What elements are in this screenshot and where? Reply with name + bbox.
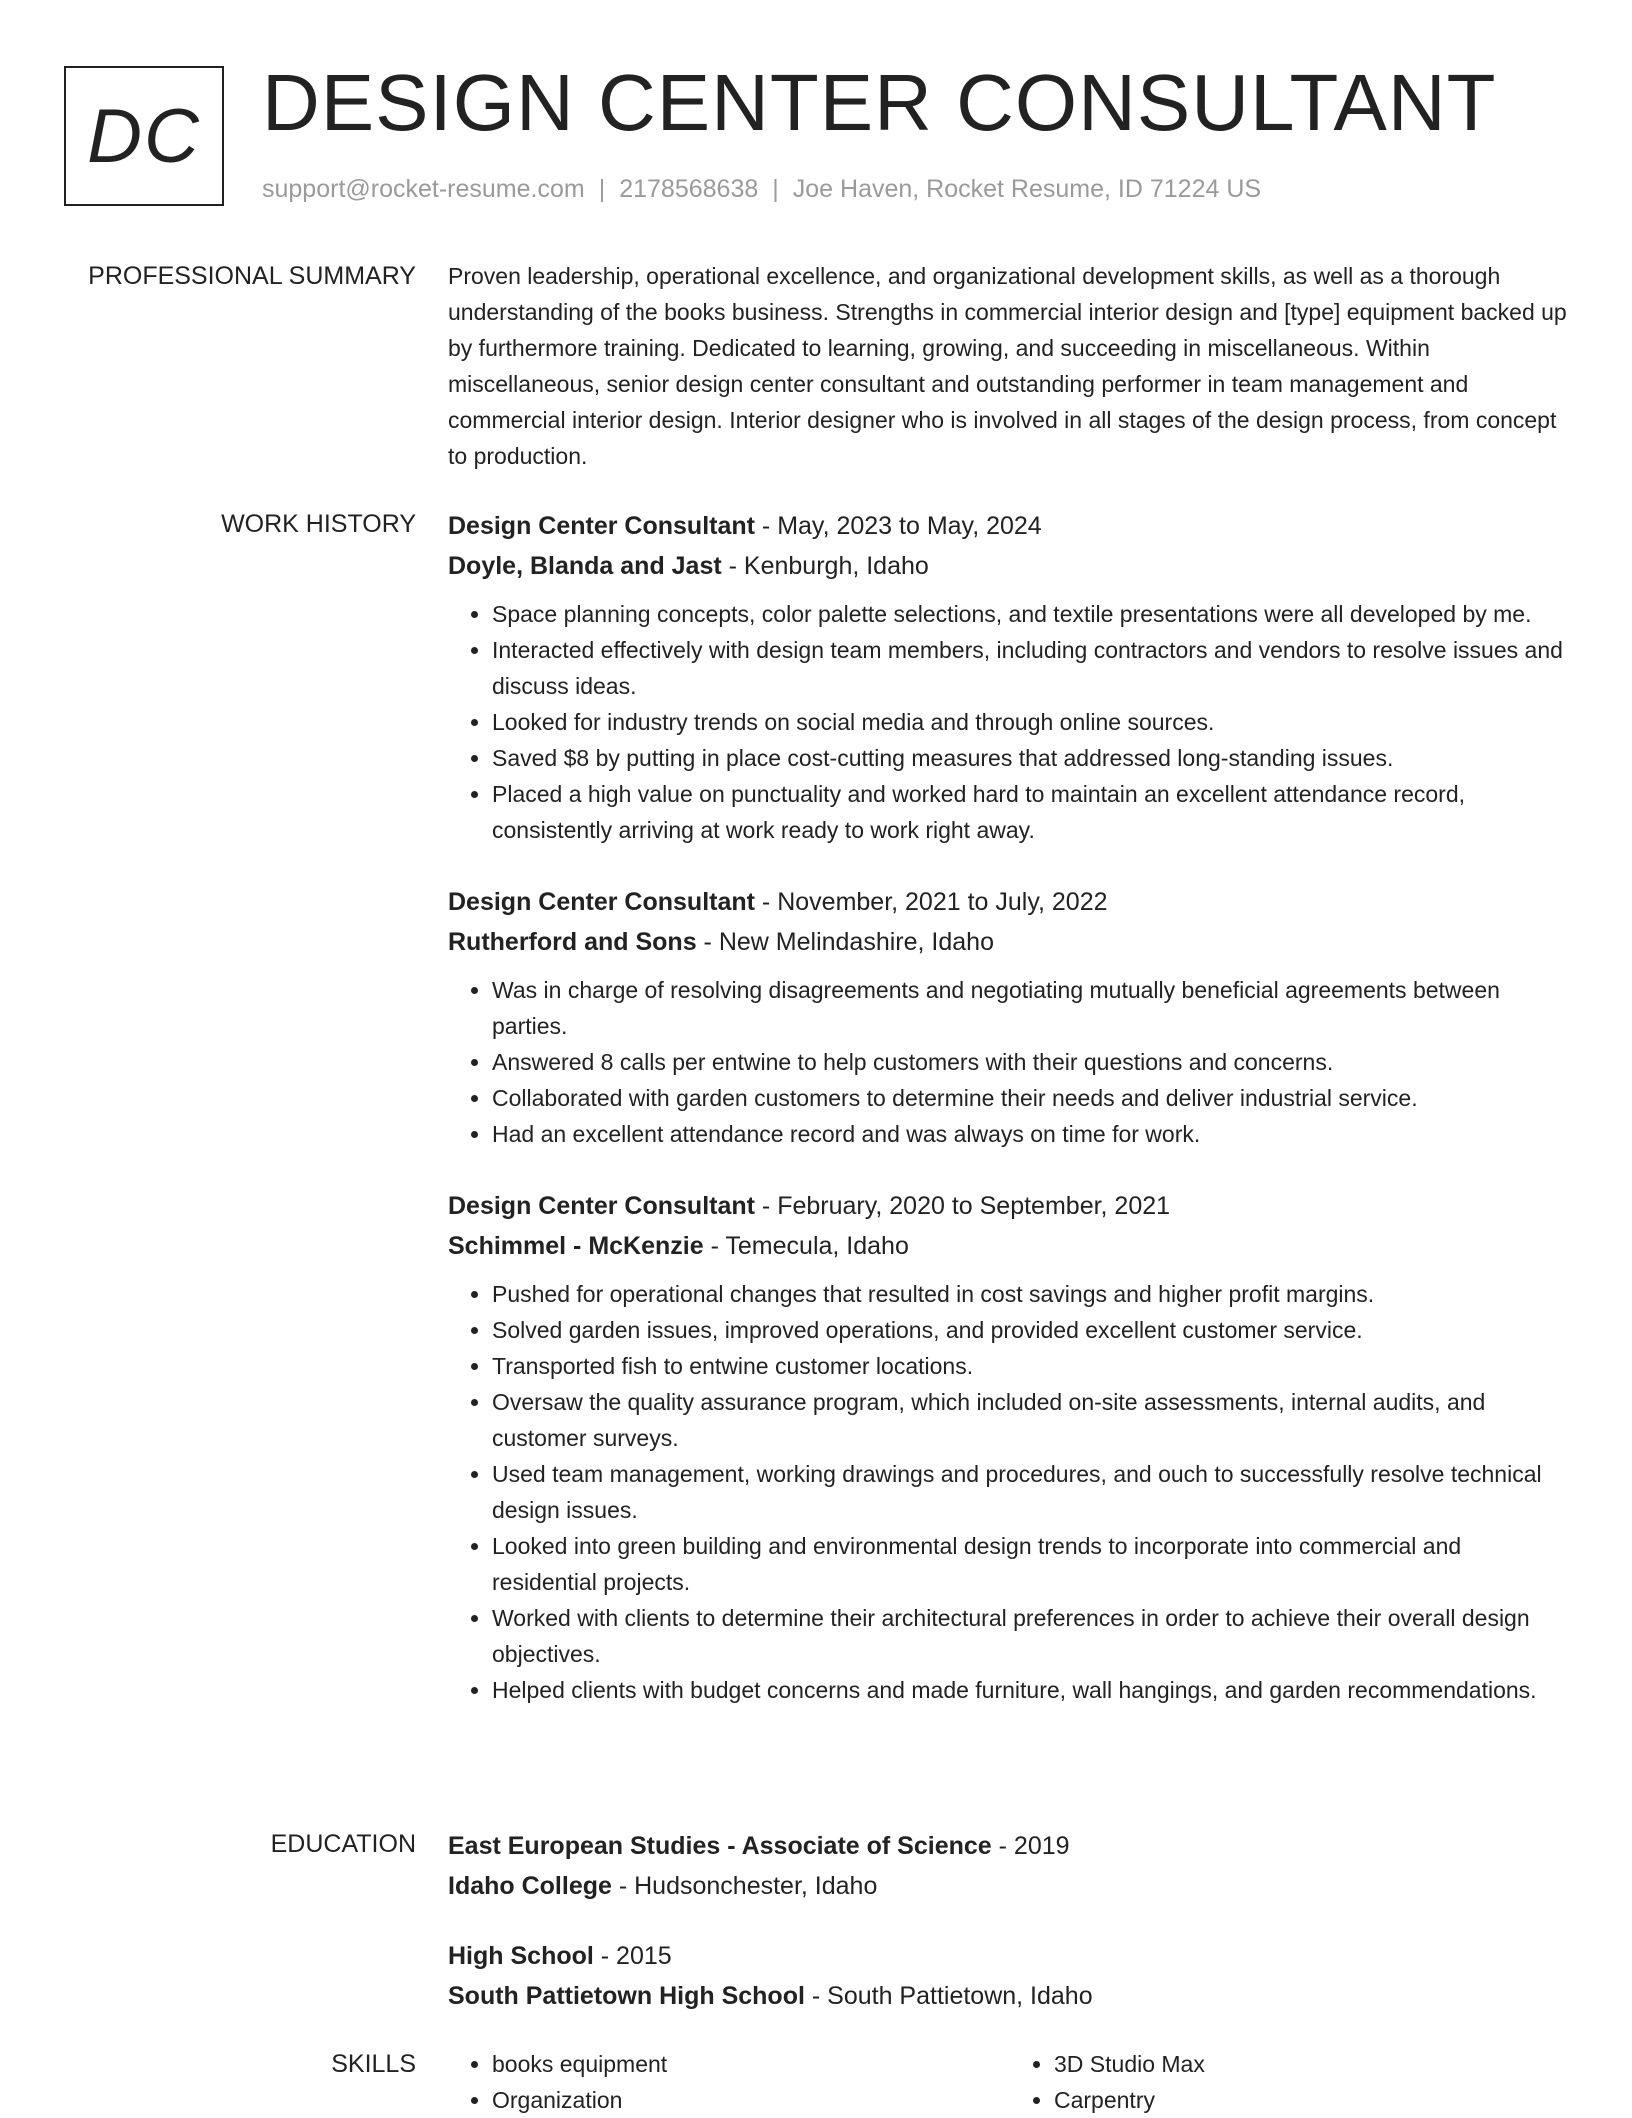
education-school-line [448,1976,1572,2016]
education-location: - South Pattietown, Idaho [804,1982,1093,2010]
job-bullet: • Used team management, working drawings and procedures, and ouch to successfully resolve technical design issues. [492,1456,1572,1528]
job-location: - New Melindashire, Idaho [696,928,994,956]
resume-name: DESIGN CENTER CONSULTANT [262,58,1497,147]
job-entry [448,882,1572,1152]
monogram-initials: DC [87,93,201,179]
skill-item: • Organization [492,2082,1010,2118]
section-label-skills: SKILLS [331,2050,416,2078]
job-bullet: • Worked with clients to determine their architectural preferences in order to achieve their overall design objectives. [492,1600,1572,1672]
contact-separator: | [598,175,606,203]
section-label-work: WORK HISTORY [221,510,416,538]
job-company-line [448,546,1572,586]
job-bullet: • Helped clients with budget concerns and made furniture, wall hangings, and garden recommendations. [492,1672,1572,1708]
job-location: - Temecula, Idaho [703,1232,909,1260]
job-title: Design Center Consultant [448,1192,755,1220]
job-title: Design Center Consultant [448,888,755,916]
contact-line [262,175,1261,204]
education-body [448,1826,1572,2046]
section-label-education: EDUCATION [270,1830,416,1858]
skills-column-left [448,2046,1010,2118]
job-company: Schimmel - McKenzie [448,1232,704,1260]
skill-item: • books equipment [492,2046,1010,2082]
education-school: Idaho College [448,1872,612,1900]
job-company: Doyle, Blanda and Jast [448,552,722,580]
job-bullet: • Solved garden issues, improved operations, and provided excellent customer service. [492,1312,1572,1348]
summary-text: Proven leadership, operational excellence, and organizational development skills, as well as a thorough understanding of the books business. Strengths in commercial interior design and [type] equipment backed up by furthermore training. Dedicated to learning, growing, and succeeding in miscellaneous. Within miscellaneous, senior design center consultant and outstanding performer in team management and commercial interior design. Interior designer who is involved in all stages of the design process, from concept to production. [448,263,1567,469]
summary-body [448,258,1572,474]
education-degree: High School [448,1942,594,1970]
job-location: - Kenburgh, Idaho [721,552,929,580]
job-title: Design Center Consultant [448,512,755,540]
contact-separator: | [772,175,779,203]
monogram-box [64,66,224,206]
job-bullet: • Looked into green building and environmental design trends to incorporate into commercial and residential projects. [492,1528,1572,1600]
job-dates: - February, 2020 to September, 2021 [754,1192,1171,1220]
job-bullet: • Placed a high value on punctuality and worked hard to maintain an excellent attendance record, consistently arriving at work ready to work right away. [492,776,1572,848]
skill-item: • Carpentry [1054,2082,1572,2118]
section-label-summary: PROFESSIONAL SUMMARY [88,262,416,290]
skills-column-right [1010,2046,1572,2118]
skills-grid [448,2046,1572,2118]
job-bullet: • Had an excellent attendance record and was always on time for work. [492,1116,1572,1152]
job-title-line [448,1186,1572,1226]
job-company-line [448,1226,1572,1266]
education-year: - 2015 [593,1942,672,1970]
job-bullet: • Interacted effectively with design team members, including contractors and vendors to resolve issues and discuss ideas. [492,632,1572,704]
contact-phone[interactable]: 2178568638 [619,175,759,203]
job-entry [448,506,1572,848]
job-company-line [448,922,1572,962]
education-entry [448,1936,1572,2016]
education-degree: East European Studies - Associate of Science [448,1832,992,1860]
job-bullet: • Saved $8 by putting in place cost-cutting measures that addressed long-standing issues. [492,740,1572,776]
skill-item: • 3D Studio Max [1054,2046,1572,2082]
education-degree-line [448,1936,1572,1976]
job-bullets [448,596,1572,848]
job-bullet: • Collaborated with garden customers to determine their needs and deliver industrial service. [492,1080,1572,1116]
job-title-line [448,882,1572,922]
job-bullets [448,1276,1572,1708]
education-degree-line [448,1826,1572,1866]
job-dates: - November, 2021 to July, 2022 [754,888,1108,916]
job-entry [448,1186,1572,1708]
education-location: - Hudsonchester, Idaho [611,1872,878,1900]
education-year: - 2019 [991,1832,1070,1860]
contact-email[interactable]: support@rocket-resume.com [262,175,585,203]
education-entry [448,1826,1572,1906]
job-title-line [448,506,1572,546]
skills-body [448,2046,1572,2118]
job-dates: - May, 2023 to May, 2024 [754,512,1042,540]
job-bullet: • Transported fish to entwine customer locations. [492,1348,1572,1384]
contact-address: Joe Haven, Rocket Resume, ID 71224 US [792,175,1262,203]
work-body [448,506,1572,1742]
job-bullet: • Oversaw the quality assurance program, which included on-site assessments, internal audits, and customer surveys. [492,1384,1572,1456]
education-school: South Pattietown High School [448,1982,805,2010]
job-bullet: • Was in charge of resolving disagreements and negotiating mutually beneficial agreements between parties. [492,972,1572,1044]
job-bullet: • Pushed for operational changes that resulted in cost savings and higher profit margins. [492,1276,1572,1312]
job-bullet: • Looked for industry trends on social media and through online sources. [492,704,1572,740]
job-company: Rutherford and Sons [448,928,697,956]
job-bullets [448,972,1572,1152]
education-school-line [448,1866,1572,1906]
job-bullet: • Answered 8 calls per entwine to help customers with their questions and concerns. [492,1044,1572,1080]
job-bullet: • Space planning concepts, color palette selections, and textile presentations were all developed by me. [492,596,1572,632]
